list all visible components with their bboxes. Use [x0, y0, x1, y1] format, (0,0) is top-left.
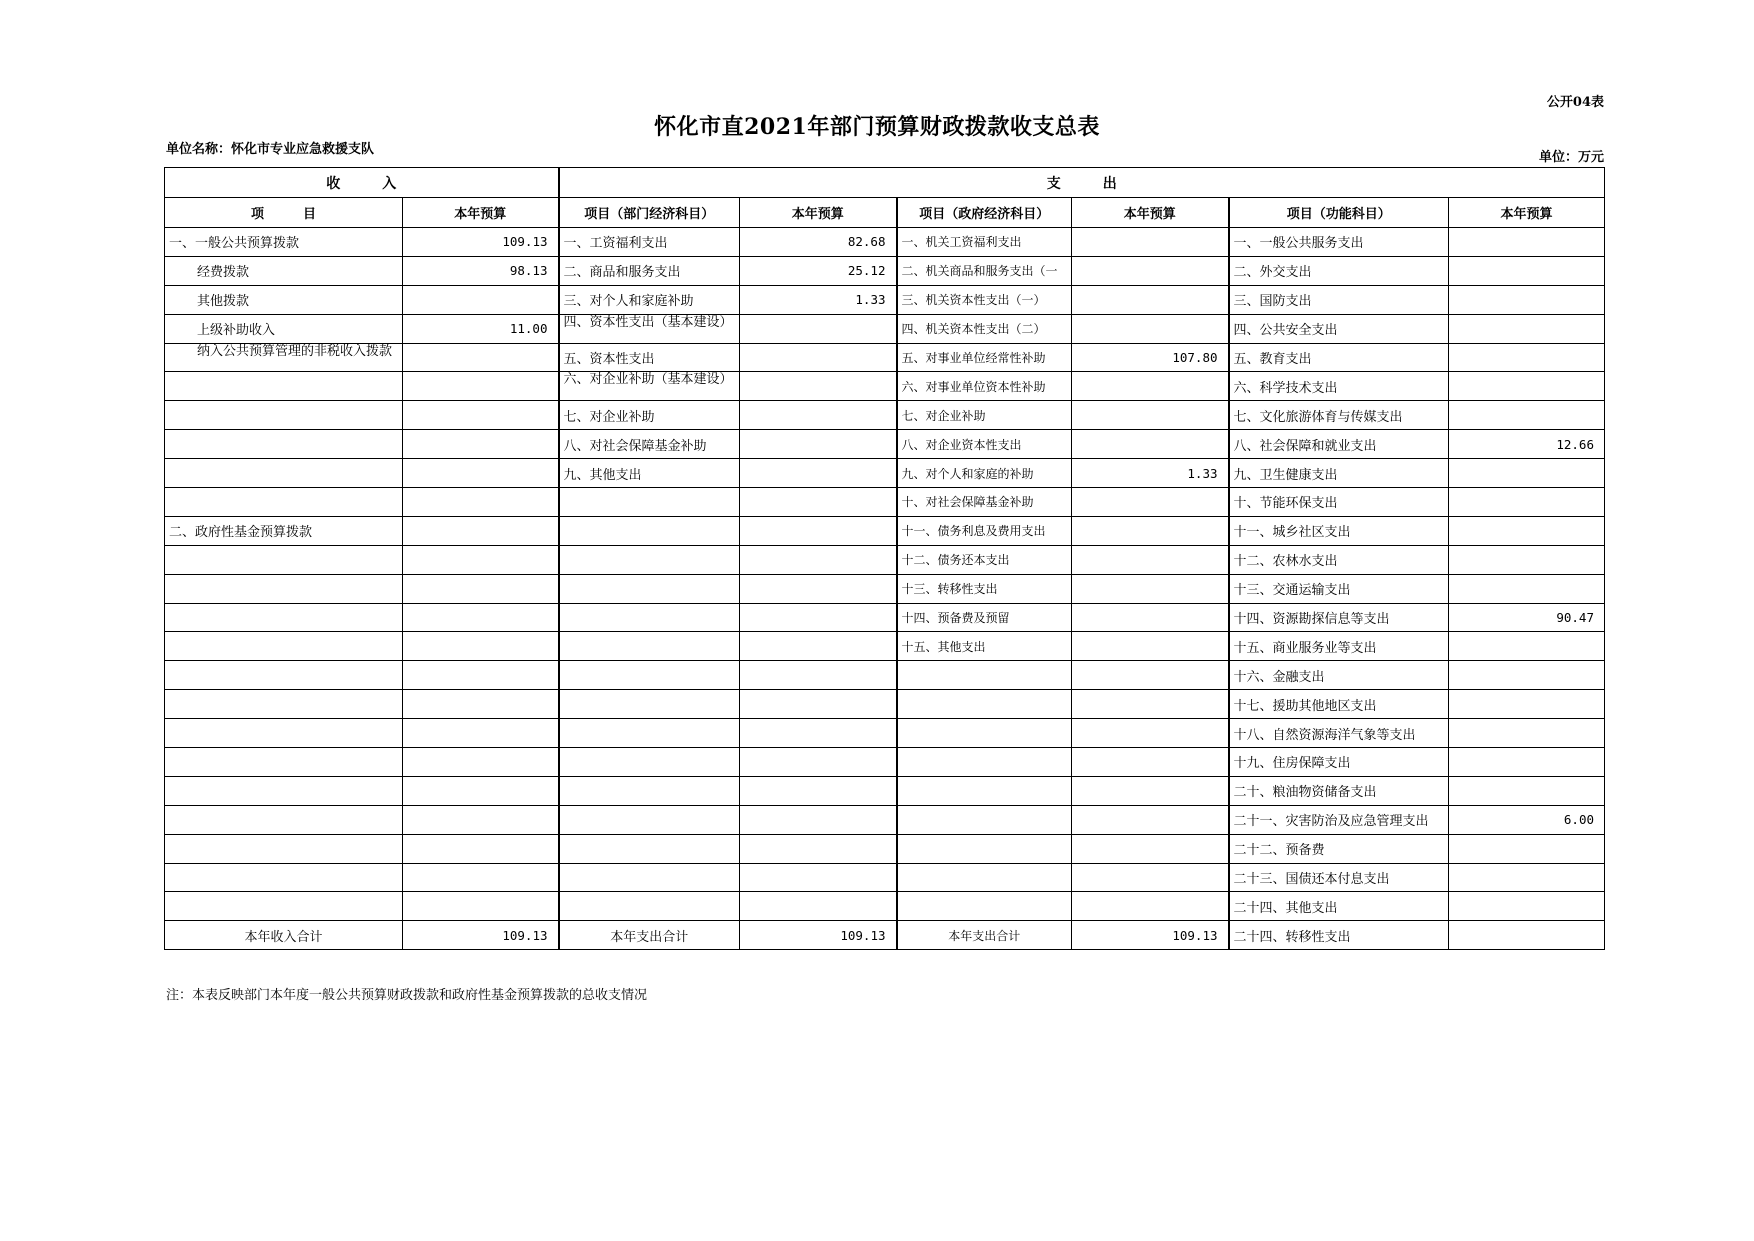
unit-label: 单位：万元 — [1538, 150, 1604, 165]
budget-table — [164, 167, 1605, 950]
totals-row — [165, 921, 1605, 950]
cell-dept-econ-item — [559, 574, 740, 603]
cell-dept-econ-budget — [740, 603, 897, 632]
col-header-budget: 本年预算 — [740, 198, 897, 228]
cell-dept-econ-budget — [740, 632, 897, 661]
cell-income-item: 其他拨款 — [165, 285, 403, 314]
cell-gov-econ-budget — [1072, 690, 1229, 719]
cell-gov-econ-item — [897, 834, 1072, 863]
cell-function-item: 二十、粮油物资储备支出 — [1229, 776, 1449, 805]
cell-dept-econ-item — [559, 776, 740, 805]
cell-function-budget — [1449, 834, 1605, 863]
cell-income-item — [165, 545, 403, 574]
cell-gov-econ-item: 十二、债务还本支出 — [897, 545, 1072, 574]
table-row — [165, 488, 1605, 517]
cell-dept-econ-budget — [740, 805, 897, 834]
cell-dept-econ-item — [559, 632, 740, 661]
cell-income-item — [165, 776, 403, 805]
cell-dept-econ-budget — [740, 516, 897, 545]
cell-dept-econ-item — [559, 805, 740, 834]
cell-dept-econ-item — [559, 545, 740, 574]
cell-gov-econ-budget — [1072, 776, 1229, 805]
cell-function-budget — [1449, 748, 1605, 777]
cell-dept-econ-budget — [740, 748, 897, 777]
col-header-budget: 本年预算 — [1072, 198, 1229, 228]
cell-gov-econ-item: 六、对事业单位资本性补助 — [897, 372, 1072, 401]
cell-function-budget — [1449, 285, 1605, 314]
cell-gov-econ-budget: 109.13 — [1072, 921, 1229, 950]
cell-function-budget: 6.00 — [1449, 805, 1605, 834]
cell-function-budget — [1449, 863, 1605, 892]
cell-function-item: 九、卫生健康支出 — [1229, 459, 1449, 488]
cell-income-item: 二、政府性基金预算拨款 — [165, 516, 403, 545]
cell-gov-econ-item: 五、对事业单位经常性补助 — [897, 343, 1072, 372]
cell-function-item: 二十四、转移性支出 — [1229, 921, 1449, 950]
cell-income-budget — [403, 372, 559, 401]
cell-gov-econ-item: 十三、转移性支出 — [897, 574, 1072, 603]
cell-dept-econ-budget — [740, 314, 897, 343]
table-row — [165, 401, 1605, 430]
cell-gov-econ-budget — [1072, 805, 1229, 834]
cell-income-budget — [403, 430, 559, 459]
table-row — [165, 603, 1605, 632]
table-row — [165, 805, 1605, 834]
cell-dept-econ-item: 二、商品和服务支出 — [559, 256, 740, 285]
cell-gov-econ-budget — [1072, 228, 1229, 257]
cell-function-item: 二十三、国债还本付息支出 — [1229, 863, 1449, 892]
cell-income-budget — [403, 632, 559, 661]
cell-dept-econ-item — [559, 690, 740, 719]
cell-gov-econ-budget — [1072, 430, 1229, 459]
cell-dept-econ-budget — [740, 719, 897, 748]
cell-dept-econ-item: 六、对企业补助（基本建设） — [559, 372, 740, 401]
cell-dept-econ-budget — [740, 776, 897, 805]
cell-income-budget — [403, 516, 559, 545]
cell-dept-econ-budget — [740, 661, 897, 690]
cell-function-budget — [1449, 921, 1605, 950]
cell-function-budget: 90.47 — [1449, 603, 1605, 632]
cell-dept-econ-item — [559, 603, 740, 632]
cell-gov-econ-budget — [1072, 834, 1229, 863]
col-header-dept-econ: 项目（部门经济科目） — [559, 198, 740, 228]
cell-function-item: 十一、城乡社区支出 — [1229, 516, 1449, 545]
cell-function-item: 二十一、灾害防治及应急管理支出 — [1229, 805, 1449, 834]
cell-function-item: 十二、农林水支出 — [1229, 545, 1449, 574]
cell-function-budget — [1449, 343, 1605, 372]
cell-dept-econ-item: 七、对企业补助 — [559, 401, 740, 430]
cell-dept-econ-budget — [740, 892, 897, 921]
cell-dept-econ-budget — [740, 372, 897, 401]
cell-dept-econ-budget — [740, 401, 897, 430]
cell-income-budget — [403, 834, 559, 863]
cell-gov-econ-item: 三、机关资本性支出（一） — [897, 285, 1072, 314]
expense-header: 支 出 — [559, 168, 1605, 198]
cell-dept-econ-item: 八、对社会保障基金补助 — [559, 430, 740, 459]
cell-income-budget — [403, 285, 559, 314]
cell-function-item: 十七、援助其他地区支出 — [1229, 690, 1449, 719]
table-row — [165, 834, 1605, 863]
footnote: 注：本表反映部门本年度一般公共预算财政拨款和政府性基金预算拨款的总收支情况 — [166, 988, 648, 1003]
cell-dept-econ-item — [559, 834, 740, 863]
cell-income-budget: 11.00 — [403, 314, 559, 343]
cell-gov-econ-budget — [1072, 574, 1229, 603]
cell-function-budget — [1449, 459, 1605, 488]
cell-dept-econ-item: 四、资本性支出（基本建设） — [559, 314, 740, 343]
cell-income-budget — [403, 719, 559, 748]
cell-gov-econ-item — [897, 719, 1072, 748]
cell-dept-econ-item: 五、资本性支出 — [559, 343, 740, 372]
cell-gov-econ-item: 十五、其他支出 — [897, 632, 1072, 661]
col-header-item: 项 目 — [165, 198, 403, 228]
cell-function-item: 二、外交支出 — [1229, 256, 1449, 285]
cell-gov-econ-budget — [1072, 748, 1229, 777]
cell-dept-econ-budget: 25.12 — [740, 256, 897, 285]
cell-function-budget: 12.66 — [1449, 430, 1605, 459]
table-row — [165, 372, 1605, 401]
cell-dept-econ-budget — [740, 834, 897, 863]
cell-function-budget — [1449, 719, 1605, 748]
header-row-columns — [165, 198, 1605, 228]
cell-dept-econ-budget — [740, 343, 897, 372]
table-row — [165, 748, 1605, 777]
cell-dept-econ-item — [559, 661, 740, 690]
cell-gov-econ-item — [897, 805, 1072, 834]
cell-income-budget — [403, 574, 559, 603]
cell-gov-econ-budget — [1072, 488, 1229, 517]
cell-function-budget — [1449, 516, 1605, 545]
cell-income-budget — [403, 892, 559, 921]
cell-function-item: 七、文化旅游体育与传媒支出 — [1229, 401, 1449, 430]
cell-gov-econ-budget: 107.80 — [1072, 343, 1229, 372]
page-title: 怀化市直2021年部门预算财政拨款收支总表 — [654, 114, 1100, 140]
table-row — [165, 632, 1605, 661]
cell-income-item — [165, 834, 403, 863]
cell-dept-econ-item — [559, 892, 740, 921]
table-row — [165, 314, 1605, 343]
cell-gov-econ-budget — [1072, 256, 1229, 285]
cell-income-item — [165, 748, 403, 777]
cell-gov-econ-item — [897, 748, 1072, 777]
cell-function-budget — [1449, 661, 1605, 690]
cell-dept-econ-item: 九、其他支出 — [559, 459, 740, 488]
col-header-budget: 本年预算 — [1449, 198, 1605, 228]
cell-income-item — [165, 401, 403, 430]
cell-dept-econ-budget: 82.68 — [740, 228, 897, 257]
cell-function-item: 三、国防支出 — [1229, 285, 1449, 314]
table-row — [165, 256, 1605, 285]
cell-income-item — [165, 863, 403, 892]
cell-function-budget — [1449, 372, 1605, 401]
table-row — [165, 545, 1605, 574]
cell-function-budget — [1449, 776, 1605, 805]
cell-income-item — [165, 690, 403, 719]
cell-function-item: 十八、自然资源海洋气象等支出 — [1229, 719, 1449, 748]
cell-function-budget — [1449, 488, 1605, 517]
cell-function-budget — [1449, 690, 1605, 719]
cell-income-item: 上级补助收入 — [165, 314, 403, 343]
cell-dept-econ-item — [559, 516, 740, 545]
cell-dept-econ-item: 一、工资福利支出 — [559, 228, 740, 257]
unit-name: 单位名称：怀化市专业应急救援支队 — [166, 142, 375, 157]
table-row — [165, 516, 1605, 545]
cell-income-item: 纳入公共预算管理的非税收入拨款 — [165, 343, 403, 372]
cell-income-item — [165, 805, 403, 834]
cell-income-budget: 109.13 — [403, 921, 559, 950]
cell-dept-econ-item: 三、对个人和家庭补助 — [559, 285, 740, 314]
cell-income-item — [165, 632, 403, 661]
cell-income-budget — [403, 459, 559, 488]
cell-function-item: 十六、金融支出 — [1229, 661, 1449, 690]
cell-function-budget — [1449, 228, 1605, 257]
cell-function-item: 二十二、预备费 — [1229, 834, 1449, 863]
cell-function-item: 六、科学技术支出 — [1229, 372, 1449, 401]
cell-dept-econ-budget: 109.13 — [740, 921, 897, 950]
cell-gov-econ-item: 十、对社会保障基金补助 — [897, 488, 1072, 517]
cell-income-item — [165, 719, 403, 748]
cell-dept-econ-budget — [740, 545, 897, 574]
cell-gov-econ-budget — [1072, 603, 1229, 632]
cell-function-item: 十四、资源勘探信息等支出 — [1229, 603, 1449, 632]
cell-income-budget — [403, 776, 559, 805]
cell-dept-econ-item — [559, 719, 740, 748]
cell-income-budget — [403, 343, 559, 372]
cell-gov-econ-budget — [1072, 892, 1229, 921]
cell-dept-econ-budget — [740, 690, 897, 719]
cell-dept-econ-budget — [740, 863, 897, 892]
cell-income-item — [165, 603, 403, 632]
cell-income-budget — [403, 401, 559, 430]
income-header: 收 入 — [165, 168, 559, 198]
cell-gov-econ-item: 七、对企业补助 — [897, 401, 1072, 430]
cell-gov-econ-item — [897, 661, 1072, 690]
cell-income-item: 本年收入合计 — [165, 921, 403, 950]
cell-gov-econ-item: 九、对个人和家庭的补助 — [897, 459, 1072, 488]
cell-dept-econ-budget: 1.33 — [740, 285, 897, 314]
cell-function-item: 十五、商业服务业等支出 — [1229, 632, 1449, 661]
cell-gov-econ-budget — [1072, 661, 1229, 690]
cell-gov-econ-item: 十四、预备费及预留 — [897, 603, 1072, 632]
table-row — [165, 574, 1605, 603]
cell-income-budget: 98.13 — [403, 256, 559, 285]
cell-gov-econ-item: 十一、债务利息及费用支出 — [897, 516, 1072, 545]
table-row — [165, 892, 1605, 921]
table-row — [165, 863, 1605, 892]
cell-income-item — [165, 488, 403, 517]
cell-income-budget — [403, 748, 559, 777]
cell-income-budget — [403, 690, 559, 719]
cell-function-item: 十九、住房保障支出 — [1229, 748, 1449, 777]
form-code: 公开04表 — [1546, 95, 1604, 110]
cell-gov-econ-item: 八、对企业资本性支出 — [897, 430, 1072, 459]
table-row — [165, 459, 1605, 488]
cell-function-item: 四、公共安全支出 — [1229, 314, 1449, 343]
cell-function-budget — [1449, 545, 1605, 574]
cell-function-item: 二十四、其他支出 — [1229, 892, 1449, 921]
col-header-gov-econ: 项目（政府经济科目） — [897, 198, 1072, 228]
cell-income-budget — [403, 805, 559, 834]
cell-function-item: 八、社会保障和就业支出 — [1229, 430, 1449, 459]
cell-dept-econ-item: 本年支出合计 — [559, 921, 740, 950]
col-header-function: 项目（功能科目） — [1229, 198, 1449, 228]
cell-gov-econ-budget — [1072, 545, 1229, 574]
cell-gov-econ-item: 一、机关工资福利支出 — [897, 228, 1072, 257]
cell-gov-econ-item — [897, 690, 1072, 719]
cell-dept-econ-item — [559, 863, 740, 892]
cell-function-budget — [1449, 256, 1605, 285]
cell-gov-econ-item — [897, 892, 1072, 921]
cell-income-item: 经费拨款 — [165, 256, 403, 285]
cell-gov-econ-item: 四、机关资本性支出（二） — [897, 314, 1072, 343]
cell-dept-econ-budget — [740, 574, 897, 603]
col-header-budget: 本年预算 — [403, 198, 559, 228]
cell-gov-econ-budget — [1072, 314, 1229, 343]
table-row — [165, 776, 1605, 805]
header-row-sections — [165, 168, 1605, 198]
table-row — [165, 343, 1605, 372]
cell-income-budget — [403, 603, 559, 632]
cell-function-budget — [1449, 574, 1605, 603]
cell-function-item: 十、节能环保支出 — [1229, 488, 1449, 517]
cell-gov-econ-budget — [1072, 719, 1229, 748]
cell-income-item — [165, 459, 403, 488]
cell-income-item — [165, 892, 403, 921]
cell-gov-econ-budget — [1072, 863, 1229, 892]
cell-function-budget — [1449, 632, 1605, 661]
cell-income-budget — [403, 488, 559, 517]
cell-gov-econ-budget — [1072, 401, 1229, 430]
cell-gov-econ-budget — [1072, 632, 1229, 661]
cell-function-item: 十三、交通运输支出 — [1229, 574, 1449, 603]
table-row — [165, 228, 1605, 257]
cell-income-item — [165, 430, 403, 459]
cell-function-budget — [1449, 314, 1605, 343]
cell-gov-econ-item: 二、机关商品和服务支出（一 — [897, 256, 1072, 285]
cell-income-item: 一、一般公共预算拨款 — [165, 228, 403, 257]
cell-function-item: 五、教育支出 — [1229, 343, 1449, 372]
cell-income-budget — [403, 661, 559, 690]
cell-dept-econ-budget — [740, 430, 897, 459]
cell-gov-econ-item: 本年支出合计 — [897, 921, 1072, 950]
cell-gov-econ-budget — [1072, 285, 1229, 314]
cell-income-item — [165, 372, 403, 401]
cell-dept-econ-budget — [740, 459, 897, 488]
cell-gov-econ-budget — [1072, 372, 1229, 401]
cell-dept-econ-item — [559, 748, 740, 777]
cell-income-budget — [403, 863, 559, 892]
table-row — [165, 690, 1605, 719]
table-row — [165, 719, 1605, 748]
cell-function-budget — [1449, 401, 1605, 430]
cell-function-budget — [1449, 892, 1605, 921]
cell-dept-econ-item — [559, 488, 740, 517]
cell-income-budget: 109.13 — [403, 228, 559, 257]
cell-gov-econ-budget: 1.33 — [1072, 459, 1229, 488]
cell-income-item — [165, 574, 403, 603]
table-row — [165, 285, 1605, 314]
cell-function-item: 一、一般公共服务支出 — [1229, 228, 1449, 257]
cell-gov-econ-item — [897, 776, 1072, 805]
cell-dept-econ-budget — [740, 488, 897, 517]
cell-income-item — [165, 661, 403, 690]
cell-gov-econ-budget — [1072, 516, 1229, 545]
cell-income-budget — [403, 545, 559, 574]
table-row — [165, 430, 1605, 459]
table-row — [165, 661, 1605, 690]
cell-gov-econ-item — [897, 863, 1072, 892]
